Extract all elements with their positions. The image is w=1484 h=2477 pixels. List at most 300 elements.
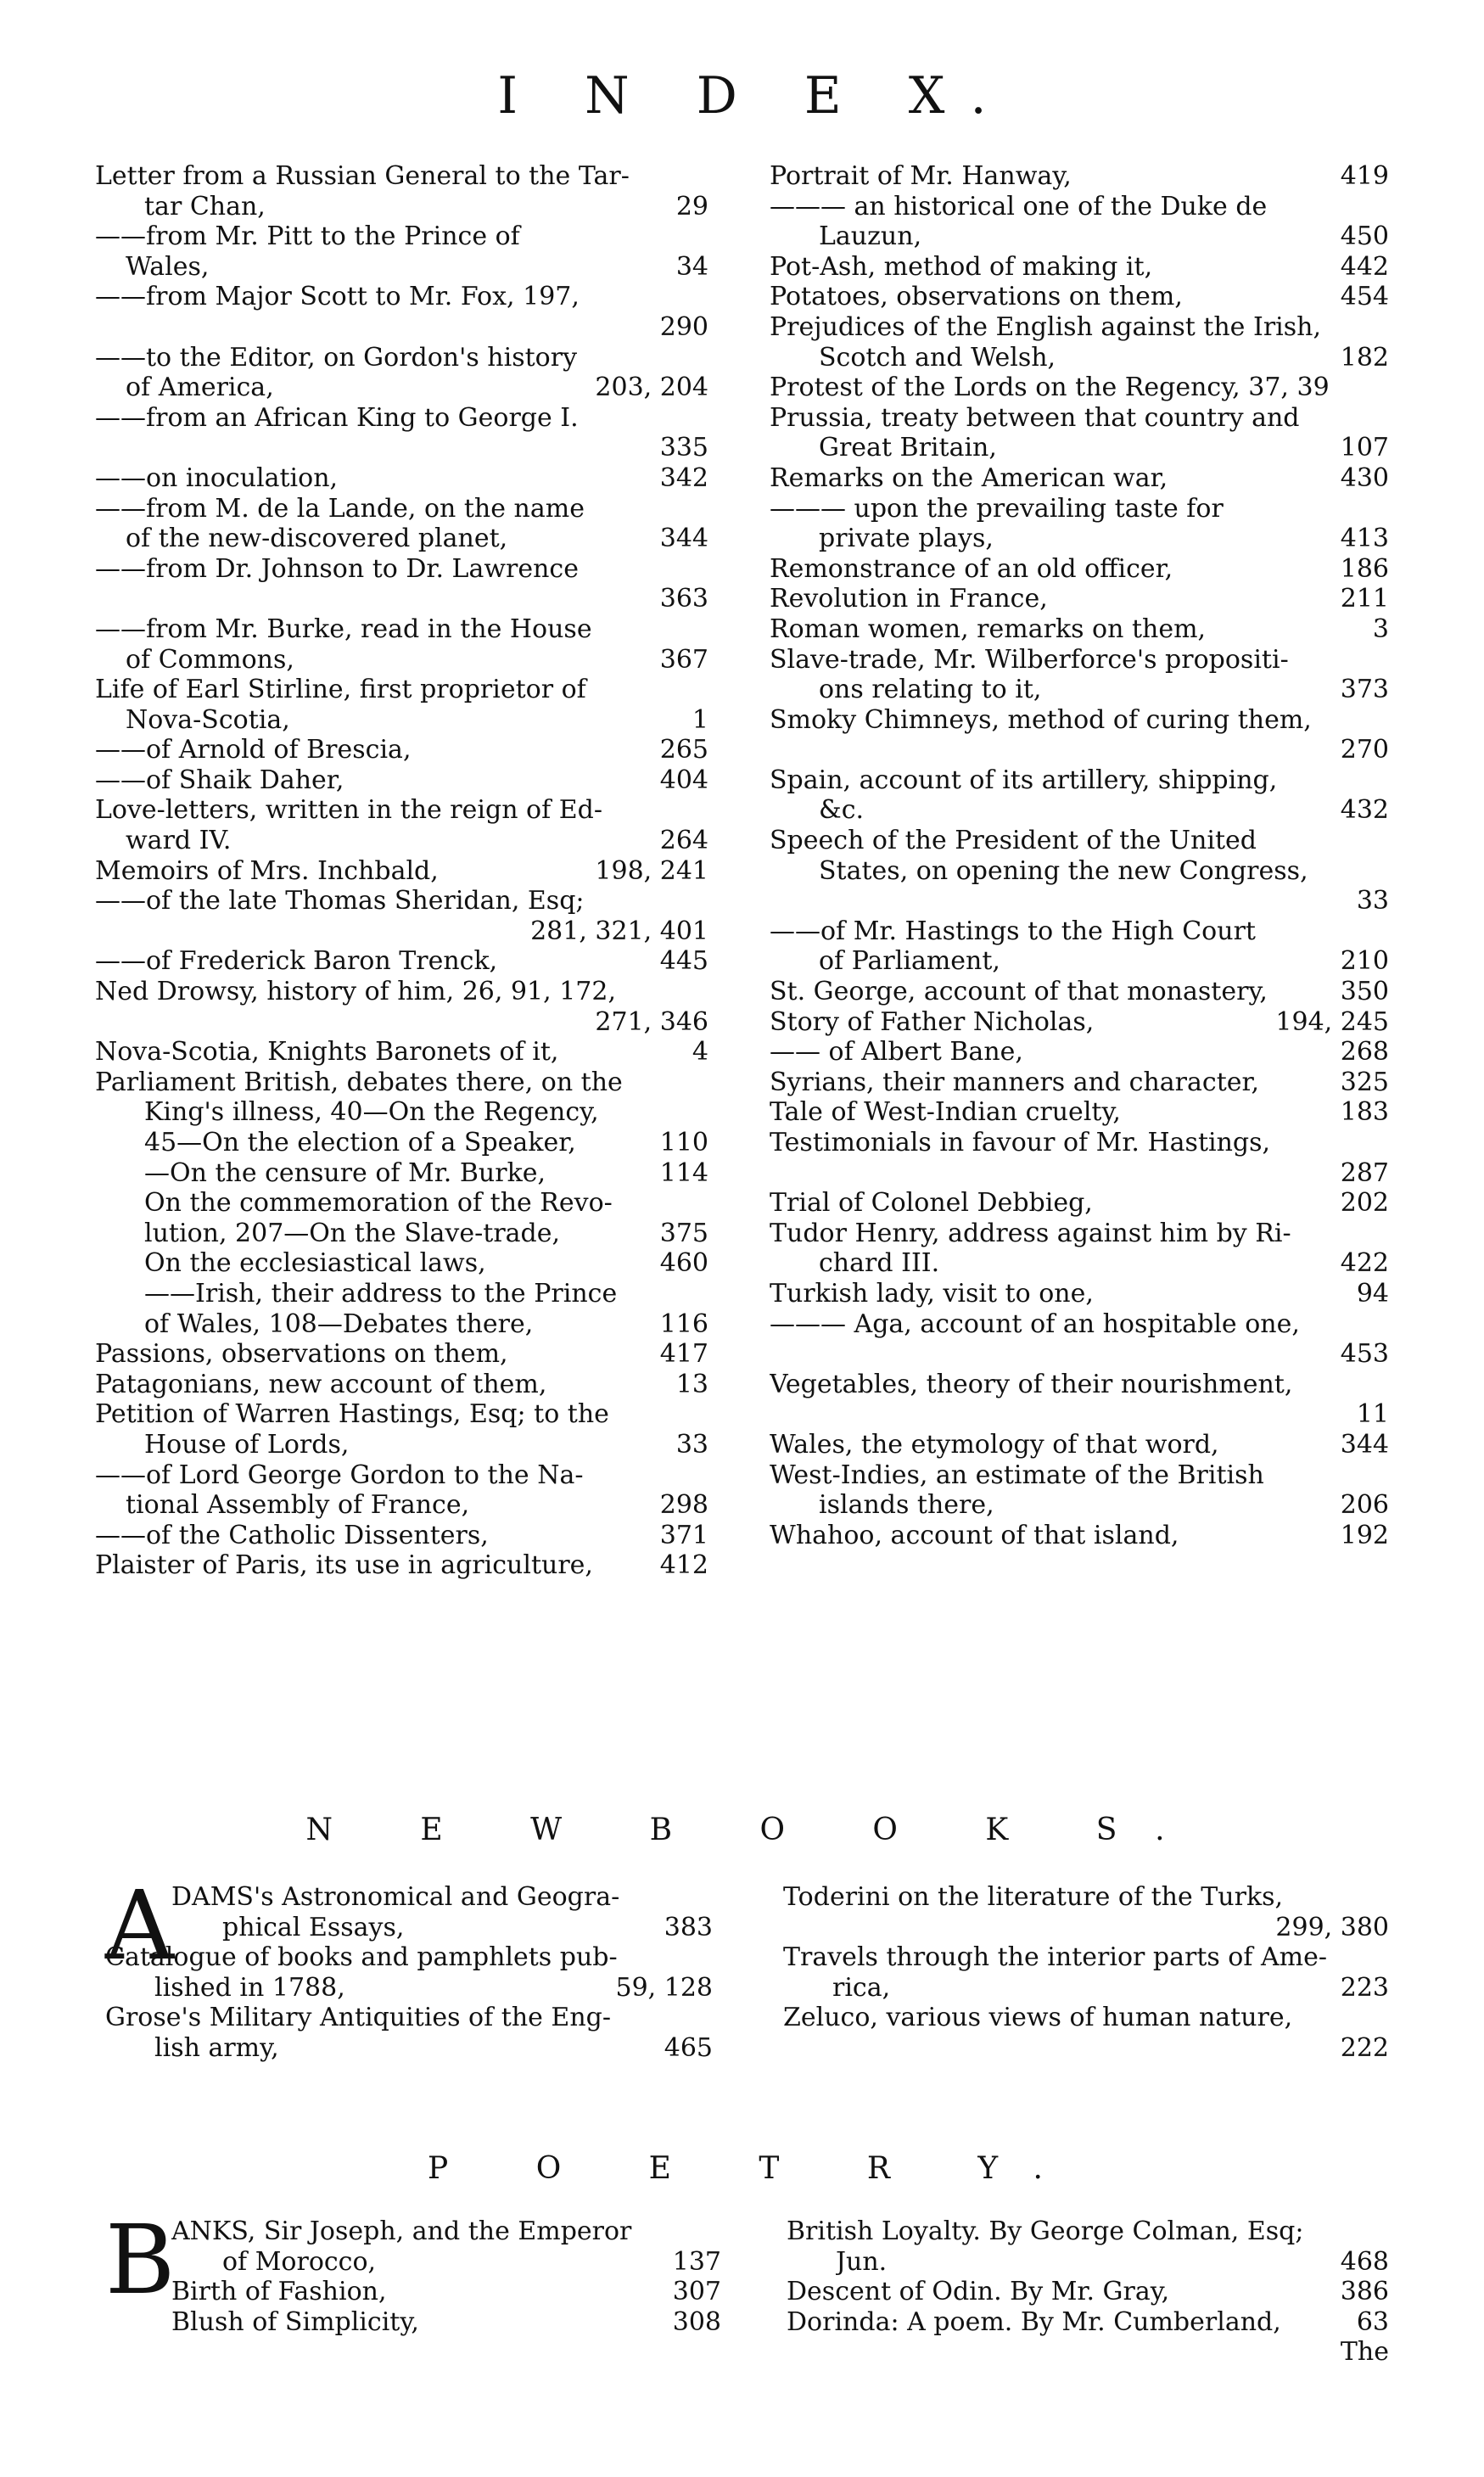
- entry-page-number: 107: [1340, 433, 1389, 463]
- index-entry: [95, 221, 708, 252]
- index-entry: [95, 916, 708, 947]
- entry-text: Slave-trade, Mr. Wilberforce's propositi-: [770, 644, 1289, 675]
- index-entry: [95, 1550, 708, 1581]
- entry-text: Scotch and Welsh,: [819, 342, 1056, 373]
- entry-text: ——— upon the prevailing taste for: [770, 493, 1224, 524]
- index-entry: [105, 2216, 721, 2247]
- entry-page-number: 137: [672, 2246, 721, 2277]
- entry-text: ——of Arnold of Brescia,: [95, 735, 412, 765]
- entry-page-number: 450: [1340, 221, 1389, 252]
- entry-page-number: 404: [659, 765, 708, 795]
- entry-text: Descent of Odin. By Mr. Gray,: [787, 2277, 1170, 2307]
- entry-text: Nova-Scotia, Knights Baronets of it,: [95, 1037, 559, 1068]
- entry-page-number: [1380, 1309, 1389, 1340]
- entry-page-number: [700, 795, 708, 826]
- index-entry: [95, 1097, 708, 1128]
- index-entry: [95, 1339, 708, 1370]
- entry-text: States, on opening the new Congress,: [819, 855, 1308, 886]
- entry-page-number: 94: [1356, 1278, 1389, 1309]
- index-entry: [770, 1158, 1389, 1189]
- entry-page-number: [1380, 403, 1389, 434]
- entry-text: ——of Frederick Baron Trenck,: [95, 946, 498, 977]
- poetry-left-column: [105, 2205, 721, 2337]
- entry-text: islands there,: [819, 1490, 994, 1521]
- entry-text: rica,: [832, 1972, 891, 2003]
- index-entry: [95, 1430, 708, 1460]
- entry-page-number: [1380, 373, 1389, 403]
- entry-text: Portrait of Mr. Hanway,: [770, 161, 1072, 191]
- entry-page-number: 192: [1340, 1520, 1389, 1550]
- index-entry: [770, 1309, 1389, 1340]
- entry-page-number: 34: [675, 251, 708, 282]
- entry-page-number: 325: [1340, 1067, 1389, 1097]
- entry-page-number: 371: [659, 1520, 708, 1550]
- index-entry: [770, 312, 1389, 343]
- entry-text: lution, 207—On the Slave-trade,: [144, 1218, 561, 1248]
- entry-page-number: 265: [659, 735, 708, 765]
- index-entry: [105, 2003, 713, 2033]
- entry-text: Prejudices of the English against the Irish,: [770, 311, 1322, 342]
- index-entry: [770, 1037, 1389, 1068]
- poetry-heading: P O E T R Y.: [428, 2151, 1082, 2186]
- entry-text: Potatoes, observations on them,: [770, 282, 1183, 312]
- entry-text: Life of Earl Stirline, first proprietor of: [95, 675, 586, 705]
- entry-page-number: [700, 1097, 708, 1128]
- index-entry: [770, 524, 1389, 554]
- entry-page-number: 11: [1356, 1399, 1389, 1430]
- index-entry: [770, 705, 1389, 736]
- index-entry: [770, 1068, 1389, 1098]
- entry-text: ——on inoculation,: [95, 462, 339, 493]
- entry-text: Birth of Fashion,: [171, 2277, 387, 2307]
- entry-page-number: 445: [659, 946, 708, 977]
- entry-text: British Loyalty. By George Colman, Esq;: [787, 2216, 1304, 2246]
- index-entry: [95, 675, 708, 705]
- index-entry: [770, 1279, 1389, 1309]
- entry-page-number: 33: [1356, 886, 1389, 916]
- entry-page-number: [1380, 1370, 1389, 1400]
- entry-page-number: 1: [692, 704, 708, 735]
- index-entry: [787, 2247, 1389, 2278]
- entry-text: Nova-Scotia,: [126, 704, 290, 735]
- index-entry: [770, 403, 1389, 434]
- entry-page-number: [700, 1460, 708, 1491]
- entry-page-number: 203, 204: [595, 373, 708, 403]
- entry-text: Dorinda: A poem. By Mr. Cumberland,: [787, 2306, 1281, 2337]
- index-entry: [95, 1399, 708, 1430]
- index-entry: [770, 1219, 1389, 1249]
- index-entry: [95, 886, 708, 916]
- index-entry: [95, 1460, 708, 1491]
- index-entry: [95, 1128, 708, 1158]
- index-entry: [95, 343, 708, 373]
- entry-text: ——from an African King to George I.: [95, 402, 579, 433]
- index-entry: [787, 2307, 1389, 2338]
- index-entry: [105, 2247, 721, 2278]
- entry-text: King's illness, 40—On the Regency,: [144, 1097, 599, 1128]
- index-entry: [770, 645, 1389, 675]
- entry-page-number: 210: [1340, 946, 1389, 977]
- index-entry: [770, 675, 1389, 705]
- entry-page-number: 13: [675, 1369, 708, 1399]
- entry-text: Parliament British, debates there, on the: [95, 1067, 623, 1097]
- entry-text: Blush of Simplicity,: [171, 2306, 419, 2337]
- index-entry: [783, 1913, 1389, 1943]
- entry-text: &c.: [819, 795, 865, 826]
- index-heading: I N D E X.: [497, 66, 1012, 126]
- entry-page-number: 363: [659, 584, 708, 614]
- entry-text: Syrians, their manners and character,: [770, 1067, 1260, 1097]
- entry-text: ——of Lord George Gordon to the Na-: [95, 1460, 584, 1490]
- entry-page-number: [700, 494, 708, 524]
- entry-text: of Wales, 108—Debates there,: [144, 1309, 534, 1339]
- entry-text: Whahoo, account of that island,: [770, 1520, 1179, 1550]
- entry-page-number: 299, 380: [1275, 1912, 1389, 1942]
- index-entry: [770, 1339, 1389, 1370]
- index-entry: [95, 192, 708, 222]
- entry-text: ——of the late Thomas Sheridan, Esq;: [95, 886, 585, 916]
- entry-text: ——from Mr. Pitt to the Prince of: [95, 221, 520, 252]
- entry-text: Love-letters, written in the reign of Ed-: [95, 795, 602, 826]
- entry-page-number: [713, 2216, 721, 2247]
- entry-text: ——of the Catholic Dissenters,: [95, 1520, 489, 1550]
- entry-page-number: [1380, 705, 1389, 736]
- new-books-left-list: [105, 1871, 713, 2064]
- index-entry: [770, 554, 1389, 585]
- entry-text: Ned Drowsy, history of him, 26, 91, 172,: [95, 977, 616, 1007]
- index-entry: [770, 1007, 1389, 1038]
- index-entry: [770, 1097, 1389, 1128]
- index-entry: [105, 2307, 721, 2338]
- entry-text: chard III.: [819, 1248, 940, 1279]
- entry-page-number: 206: [1340, 1490, 1389, 1521]
- entry-text: Zeluco, various views of human nature,: [783, 2003, 1293, 2033]
- entry-page-number: 222: [1340, 2032, 1389, 2063]
- index-entry: [787, 2277, 1389, 2307]
- index-entry: [105, 1882, 713, 1913]
- entry-text: ward IV.: [126, 826, 232, 856]
- entry-text: Toderini on the literature of the Turks,: [783, 1882, 1284, 1912]
- entry-page-number: 460: [659, 1248, 708, 1279]
- index-entry: [770, 1460, 1389, 1491]
- entry-page-number: 413: [1340, 524, 1389, 554]
- index-entry: [95, 584, 708, 614]
- index-entry: [770, 1521, 1389, 1551]
- entry-text: House of Lords,: [144, 1429, 350, 1460]
- index-entry: [770, 433, 1389, 463]
- entry-page-number: 307: [672, 2277, 721, 2307]
- index-entry: [770, 282, 1389, 312]
- entry-text: of Commons,: [126, 644, 294, 675]
- entry-page-number: 270: [1340, 735, 1389, 765]
- entry-page-number: [1380, 494, 1389, 524]
- entry-text: Tale of West-Indian cruelty,: [770, 1097, 1121, 1128]
- entry-page-number: [1380, 1460, 1389, 1491]
- entry-page-number: [704, 2003, 713, 2033]
- index-entry: [95, 645, 708, 675]
- index-entry: [95, 1490, 708, 1521]
- index-entry: [770, 494, 1389, 524]
- index-entry: [105, 2277, 721, 2307]
- entry-text: Grose's Military Antiquities of the Eng-: [105, 2003, 611, 2033]
- index-entry: [770, 584, 1389, 614]
- entry-text: Roman women, remarks on them,: [770, 614, 1207, 644]
- entry-text: ——— Aga, account of an hospitable one,: [770, 1309, 1300, 1339]
- entry-page-number: [700, 977, 708, 1007]
- index-entry: [770, 192, 1389, 222]
- entry-text: Plaister of Paris, its use in agriculture,: [95, 1550, 593, 1581]
- entry-text: ——to the Editor, on Gordon's history: [95, 342, 578, 373]
- new-books-left-column: [105, 1871, 713, 2064]
- entry-page-number: 33: [675, 1429, 708, 1460]
- entry-text: Patagonians, new account of them,: [95, 1369, 547, 1399]
- entry-text: Revolution in France,: [770, 584, 1048, 614]
- index-right-column: [770, 161, 1389, 1550]
- entry-text: Prussia, treaty between that country and: [770, 402, 1300, 433]
- index-entry: [95, 705, 708, 736]
- entry-page-number: [700, 343, 708, 373]
- entry-text: of America,: [126, 373, 274, 403]
- index-entry: [783, 1882, 1389, 1913]
- entry-text: DAMS's Astronomical and Geogra-: [171, 1882, 620, 1912]
- entry-text: ANKS, Sir Joseph, and the Emperor: [171, 2216, 632, 2246]
- entry-page-number: The: [1340, 2337, 1389, 2368]
- entry-page-number: 373: [1340, 675, 1389, 705]
- index-entry: [95, 1158, 708, 1189]
- index-entry: [770, 614, 1389, 645]
- entry-page-number: 264: [659, 826, 708, 856]
- index-entry: [770, 1430, 1389, 1460]
- entry-text: Catalogue of books and pamphlets pub-: [105, 1942, 618, 1973]
- entry-page-number: 344: [1340, 1429, 1389, 1460]
- entry-page-number: 442: [1340, 251, 1389, 282]
- index-entry: [105, 1973, 713, 2003]
- entry-page-number: 63: [1356, 2306, 1389, 2337]
- entry-page-number: [700, 886, 708, 916]
- entry-page-number: 281, 321, 401: [530, 916, 708, 946]
- index-entry: [95, 1037, 708, 1068]
- index-entry: [770, 765, 1389, 796]
- index-entry: [105, 1913, 713, 1943]
- entry-page-number: 386: [1340, 2277, 1389, 2307]
- entry-page-number: [1380, 1882, 1389, 1913]
- entry-page-number: [1380, 192, 1389, 222]
- entry-page-number: [704, 1882, 713, 1913]
- entry-page-number: 375: [659, 1218, 708, 1248]
- entry-text: ons relating to it,: [819, 675, 1042, 705]
- entry-text: Protest of the Lords on the Regency, 37, 39: [770, 373, 1330, 403]
- index-entry: [770, 735, 1389, 765]
- index-entry: [105, 1942, 713, 1973]
- entry-page-number: [700, 1279, 708, 1309]
- entry-text: Passions, observations on them,: [95, 1339, 508, 1370]
- entry-text: Story of Father Nicholas,: [770, 1006, 1095, 1037]
- index-entry: [770, 1490, 1389, 1521]
- index-entry: [95, 524, 708, 554]
- index-entry: [95, 494, 708, 524]
- entry-page-number: 308: [672, 2306, 721, 2337]
- entry-page-number: 198, 241: [595, 855, 708, 886]
- index-entry: [770, 161, 1389, 192]
- entry-page-number: 468: [1340, 2246, 1389, 2277]
- index-entry: [770, 795, 1389, 826]
- index-entry: [95, 1521, 708, 1551]
- entry-text: Turkish lady, visit to one,: [770, 1278, 1094, 1309]
- index-entry: [783, 1942, 1389, 1973]
- entry-text: tar Chan,: [144, 191, 266, 221]
- index-entry: [95, 1007, 708, 1038]
- index-entry: [770, 373, 1389, 403]
- index-entry: [95, 252, 708, 283]
- entry-page-number: [700, 403, 708, 434]
- entry-text: Testimonials in favour of Mr. Hastings,: [770, 1128, 1271, 1157]
- entry-page-number: [1380, 1219, 1389, 1249]
- index-entry: [770, 343, 1389, 373]
- new-books-right-column: [783, 1882, 1389, 2064]
- entry-page-number: 59, 128: [615, 1972, 713, 2003]
- entry-page-number: [704, 1942, 713, 1973]
- entry-page-number: 465: [664, 2032, 713, 2063]
- index-entry: [770, 463, 1389, 494]
- index-entry: [95, 856, 708, 887]
- entry-page-number: [700, 614, 708, 645]
- entry-page-number: 194, 245: [1275, 1006, 1389, 1037]
- new-books-heading: N E W B O O K S.: [305, 1813, 1204, 1847]
- entry-text: lished in 1788,: [154, 1972, 345, 2003]
- entry-text: —— of Albert Bane,: [770, 1037, 1023, 1068]
- poetry-right-column: [787, 2216, 1389, 2368]
- entry-text: of the new-discovered planet,: [126, 524, 508, 554]
- entry-page-number: 268: [1340, 1037, 1389, 1068]
- entry-text: private plays,: [819, 524, 994, 554]
- entry-page-number: [700, 554, 708, 585]
- entry-text: On the commemoration of the Revo-: [144, 1188, 613, 1219]
- entry-page-number: 29: [675, 191, 708, 221]
- entry-page-number: 110: [659, 1128, 708, 1157]
- entry-text: Remonstrance of an old officer,: [770, 553, 1173, 584]
- index-entry: [95, 1219, 708, 1249]
- entry-text: Vegetables, theory of their nourishment,: [770, 1369, 1293, 1399]
- entry-page-number: 290: [659, 311, 708, 342]
- entry-page-number: 350: [1340, 977, 1389, 1007]
- entry-page-number: 417: [659, 1339, 708, 1370]
- entry-text: Pot-Ash, method of making it,: [770, 251, 1153, 282]
- entry-page-number: 3: [1372, 614, 1389, 644]
- entry-page-number: 422: [1340, 1248, 1389, 1279]
- index-entry: [95, 795, 708, 826]
- index-entry: [770, 1188, 1389, 1219]
- entry-page-number: 383: [664, 1912, 713, 1942]
- index-entry: [770, 977, 1389, 1007]
- entry-text: ——of Mr. Hastings to the High Court: [770, 916, 1256, 946]
- entry-text: of Parliament,: [819, 946, 1000, 977]
- entry-page-number: 202: [1340, 1188, 1389, 1219]
- entry-page-number: 342: [659, 462, 708, 493]
- entry-text: —On the censure of Mr. Burke,: [144, 1157, 546, 1188]
- index-entry: [770, 1248, 1389, 1279]
- entry-text: of Morocco,: [222, 2246, 377, 2277]
- index-entry: [95, 977, 708, 1007]
- index-entry: [783, 2033, 1389, 2064]
- entry-page-number: [700, 1399, 708, 1430]
- entry-page-number: 454: [1340, 282, 1389, 312]
- entry-page-number: [700, 282, 708, 312]
- entry-text: Wales, the etymology of that word,: [770, 1429, 1219, 1460]
- entry-page-number: [700, 1188, 708, 1219]
- entry-page-number: [1380, 2003, 1389, 2033]
- entry-text: tional Assembly of France,: [126, 1490, 470, 1521]
- entry-text: 45—On the election of a Speaker,: [144, 1128, 576, 1157]
- index-entry: [95, 554, 708, 585]
- entry-page-number: 183: [1340, 1097, 1389, 1128]
- entry-page-number: 4: [692, 1037, 708, 1068]
- entry-page-number: [1380, 1942, 1389, 1973]
- entry-text: ——from Major Scott to Mr. Fox, 197,: [95, 282, 580, 312]
- entry-text: Tudor Henry, address against him by Ri-: [770, 1218, 1291, 1248]
- index-entry: [95, 1309, 708, 1340]
- entry-text: ——Irish, their address to the Prince: [144, 1278, 618, 1309]
- entry-page-number: 430: [1340, 462, 1389, 493]
- entry-page-number: [1380, 1128, 1389, 1158]
- entry-text: ——— an historical one of the Duke de: [770, 191, 1268, 221]
- entry-page-number: [1380, 645, 1389, 675]
- entry-page-number: [700, 675, 708, 705]
- index-left-column: [95, 161, 708, 1581]
- index-entry: [95, 1188, 708, 1219]
- entry-text: St. George, account of that monastery,: [770, 977, 1268, 1007]
- entry-page-number: [1380, 312, 1389, 343]
- index-entry: [770, 1370, 1389, 1400]
- entry-text: phical Essays,: [222, 1912, 405, 1942]
- index-entry: [105, 2033, 713, 2064]
- index-entry: [783, 2003, 1389, 2033]
- entry-text: Smoky Chimneys, method of curing them,: [770, 704, 1312, 735]
- index-entry: [95, 614, 708, 645]
- entry-page-number: 223: [1340, 1972, 1389, 2003]
- entry-text: On the ecclesiastical laws,: [144, 1248, 486, 1279]
- entry-page-number: [1380, 2216, 1389, 2247]
- entry-page-number: 335: [659, 433, 708, 463]
- index-entry: [95, 826, 708, 856]
- entry-text: Letter from a Russian General to the Tar-: [95, 161, 630, 191]
- entry-text: Wales,: [126, 251, 210, 282]
- index-entry: [787, 2216, 1389, 2247]
- entry-page-number: 432: [1340, 795, 1389, 826]
- poetry-left-list: [105, 2205, 721, 2337]
- entry-text: lish army,: [154, 2032, 279, 2063]
- index-entry: [95, 282, 708, 312]
- entry-text: Lauzun,: [819, 221, 922, 252]
- entry-page-number: [1380, 765, 1389, 796]
- entry-text: Great Britain,: [819, 433, 997, 463]
- entry-page-number: 419: [1340, 161, 1389, 191]
- index-entry: [95, 403, 708, 434]
- entry-text: ——of Shaik Daher,: [95, 765, 344, 795]
- index-entry: [95, 373, 708, 403]
- entry-page-number: 182: [1340, 342, 1389, 373]
- entry-text: ——from Dr. Johnson to Dr. Lawrence: [95, 553, 579, 584]
- entry-page-number: [700, 161, 708, 192]
- entry-page-number: 287: [1340, 1157, 1389, 1188]
- entry-text: Jun.: [836, 2246, 888, 2277]
- entry-page-number: 344: [659, 524, 708, 554]
- entry-page-number: 116: [659, 1309, 708, 1339]
- index-entry: [787, 2337, 1389, 2368]
- entry-page-number: [1380, 826, 1389, 856]
- index-entry: [783, 1973, 1389, 2003]
- index-entry: [95, 1248, 708, 1279]
- index-entry: [770, 886, 1389, 916]
